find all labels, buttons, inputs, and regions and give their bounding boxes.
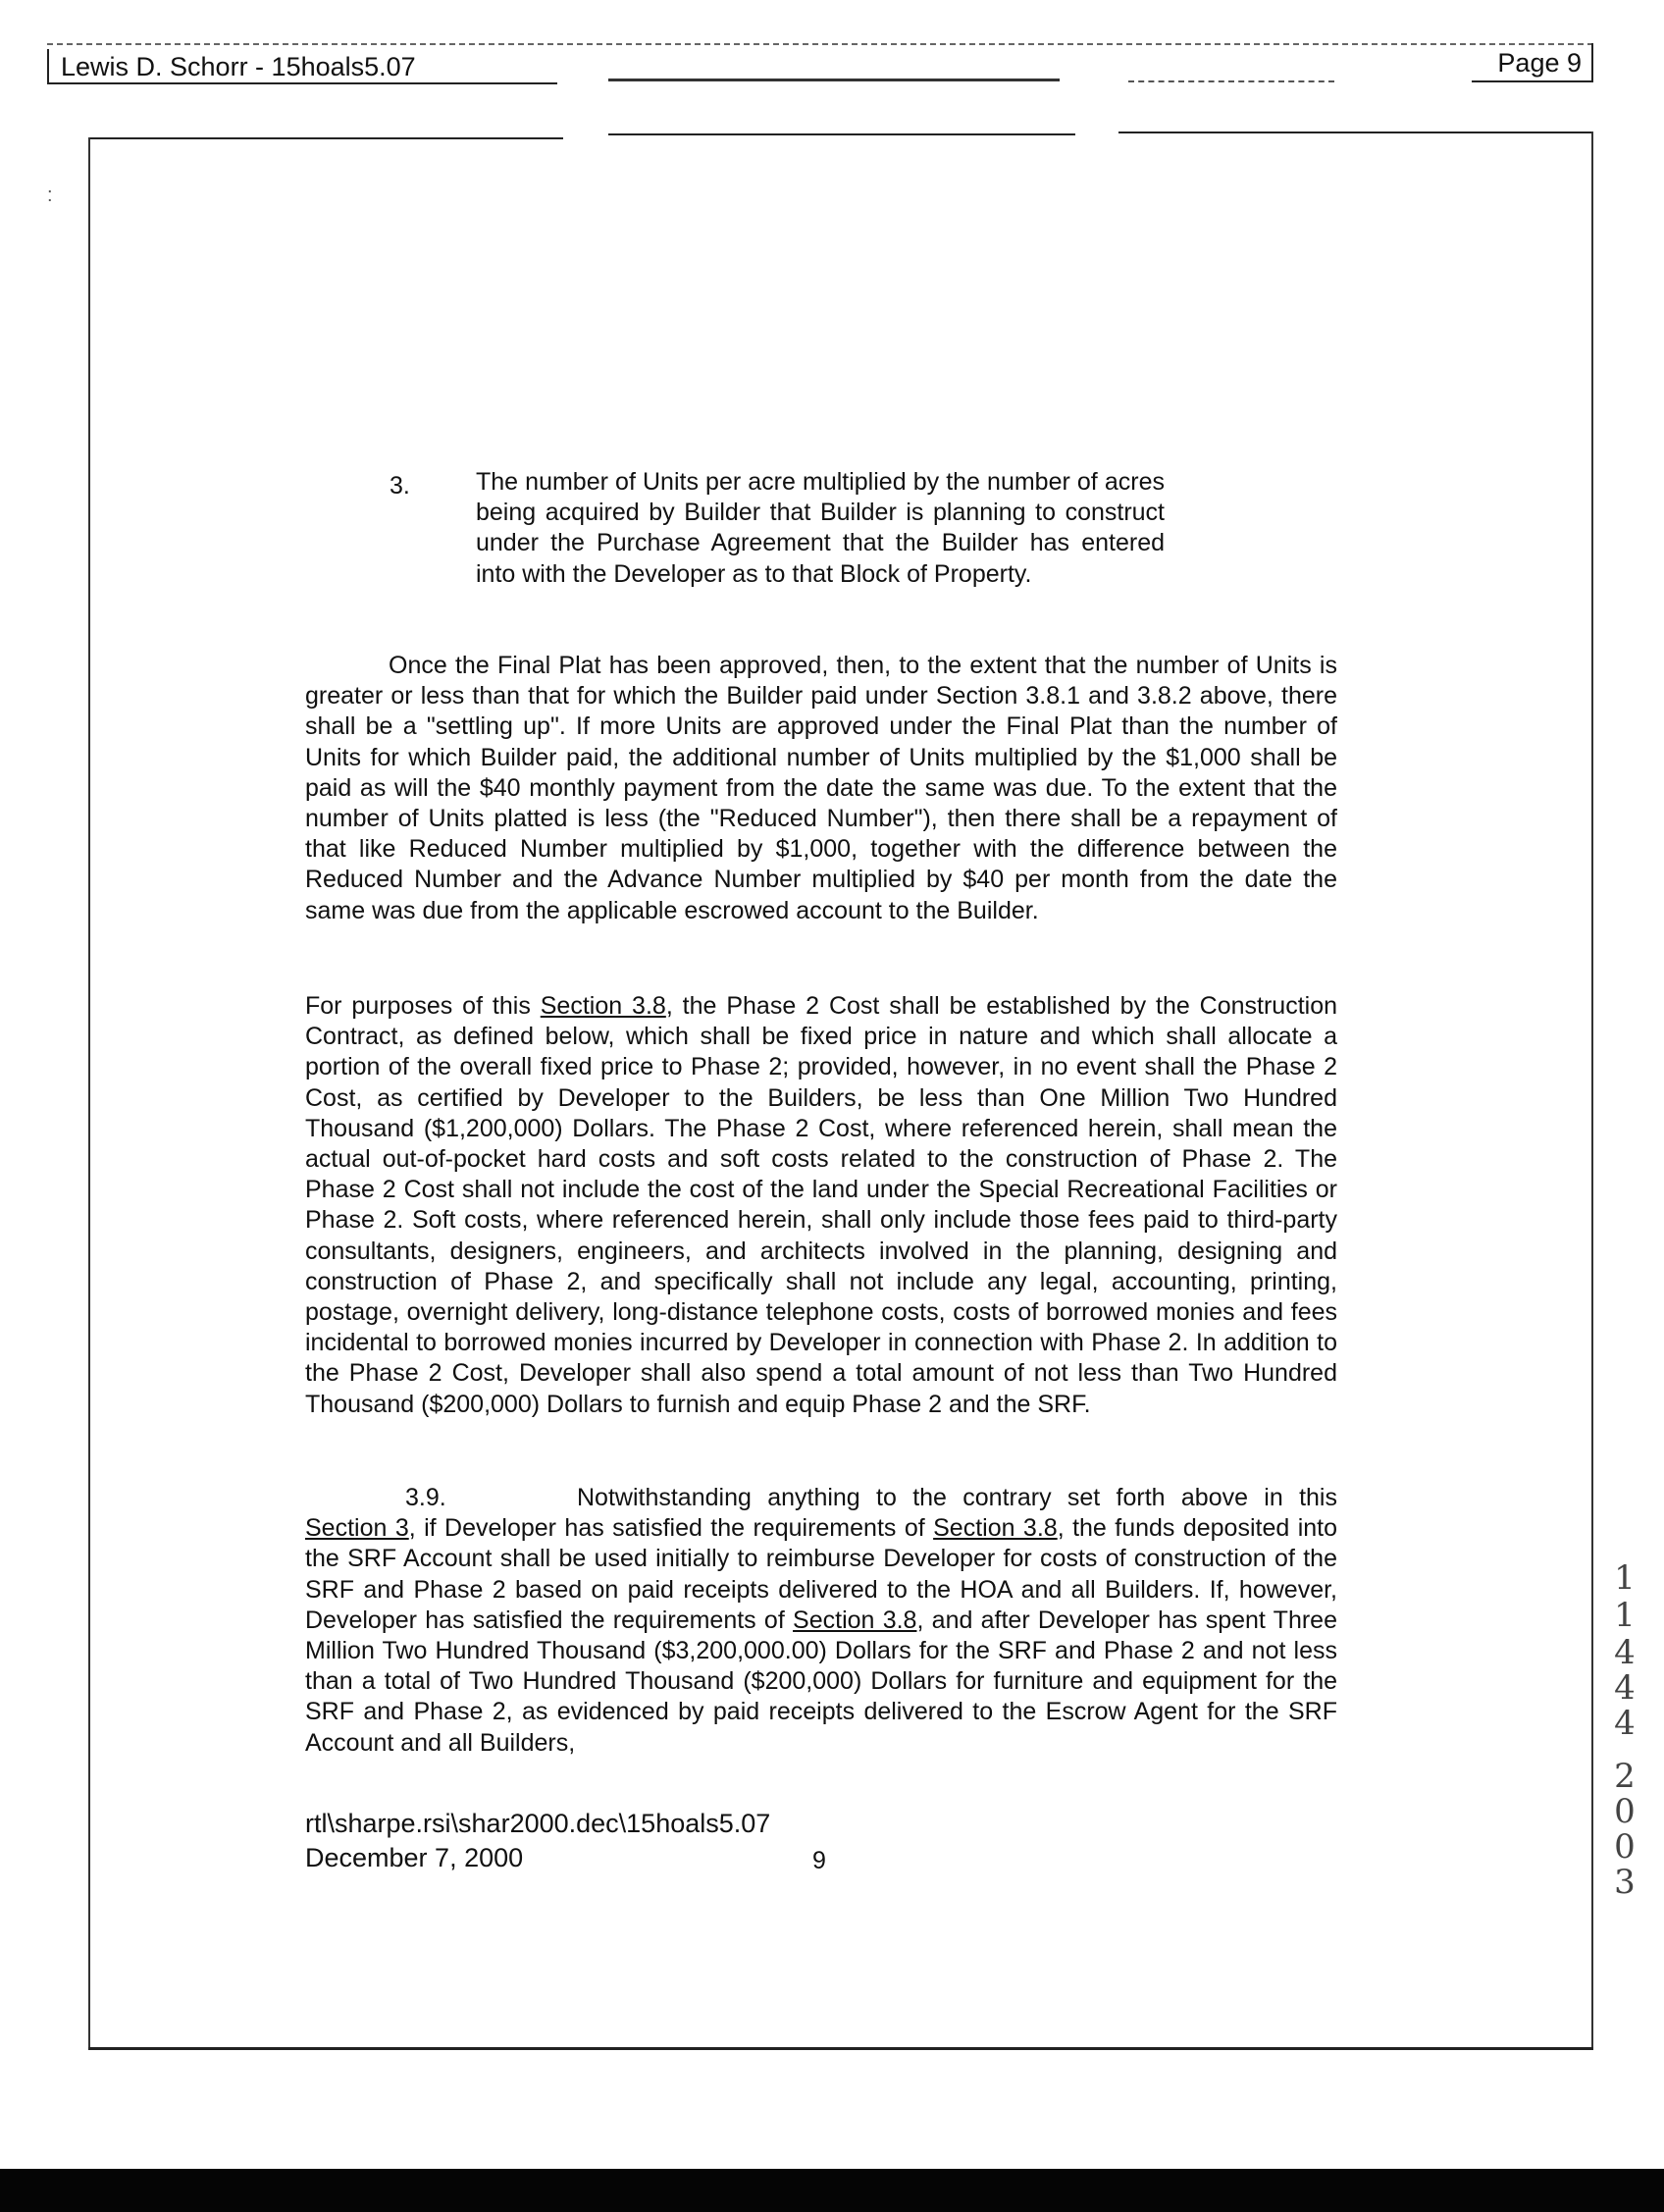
list-item-text: The number of Units per acre multiplied by the number of acres being acquired by Builder that Builder is planning to construct under the Purchase Agreement that the Builder has entered into with the Developer as to that Block of Property.: [476, 468, 1165, 588]
section-reference: Section 3.8: [933, 1514, 1058, 1543]
page-frame-top: [1118, 132, 1591, 133]
stamp-digit: 4: [1614, 1668, 1636, 1708]
header-rule: [608, 79, 1060, 81]
paragraph-phase2-cost: [305, 991, 1337, 1420]
header-rule: [47, 43, 1593, 45]
section-reference: Section 3: [305, 1514, 409, 1543]
stamp-digit: 4: [1614, 1633, 1636, 1672]
paragraph-settling-up: Once the Final Plat has been approved, then, to the extent that the number of Units is greater or less than that for which the Builder paid under Section 3.8.1 and 3.8.2 above, there shall be a "settling up". If more Units are approved under the Final Plat than the number of Units for which Builder paid, the additional number of Units multiplied by the $1,000 shall be paid as will the $40 monthly payment from the date the same was due. To the extent that the number of Units platted is less (the "Reduced Number"), then there shall be a repayment of that like Reduced Number multiplied by $1,000, together with the difference between the Reduced Number and the Advance Number multiplied by $40 per month from the date the same was due from the applicable escrowed account to the Builder.: [305, 652, 1337, 924]
stamp-digit: 0: [1614, 1827, 1636, 1867]
section-reference: Section 3.8: [793, 1606, 917, 1634]
footer-page-number: 9: [812, 1847, 826, 1874]
page-frame-right: [1591, 132, 1593, 2047]
paragraph-text: , if Developer has satisfied the requirements of: [408, 1514, 934, 1543]
section-reference: Section 3.8: [540, 992, 666, 1020]
stamp-digit: 4: [1614, 1704, 1636, 1743]
stamp-digit: 2: [1614, 1757, 1636, 1796]
scan-mark: :: [47, 184, 53, 206]
footer-file-path: rtl\sharpe.rsi\shar2000.dec\15hoals5.07: [305, 1809, 771, 1838]
paragraph-section-3-9: [305, 1483, 1337, 1759]
section-number: 3.9.: [405, 1484, 446, 1511]
footer-date: December 7, 2000: [305, 1843, 524, 1872]
header-left-label: Lewis D. Schorr - 15hoals5.07: [47, 49, 557, 84]
paragraph-text: , the Phase 2 Cost shall be established by the Construction Contract, as defined below, which shall be fixed price in nature and which shall allocate a portion of the overall fixed price to Phase 2; provided, however, in no event shall the Phase 2 Cost, as certified by Developer to the Builders, be less than One Million Two Hundred Thousand ($1,200,000) Dollars. The Phase 2 Cost, where referenced herein, shall mean the actual out-of-pocket hard costs and soft costs related to the construction of Phase 2. The Phase 2 Cost shall not include the cost of the land under the Special Recreational Facilities or Phase 2. Soft costs, where referenced herein, shall only include those fees paid to third-party consultants, designers, engineers, and architects involved in the planning, designing and construction of Phase 2, and specifically shall not include any legal, accounting, printing, postage, overnight delivery, long-distance telephone costs, costs of borrowed monies and fees incidental to borrowed monies incurred by Developer in connection with Phase 2. In addition to the Phase 2 Cost, Developer shall also spend a total amount of not less than Two Hundred Thousand ($200,000) Dollars to furnish and equip Phase 2 and the SRF.: [305, 992, 1338, 1418]
paragraph-text: For purposes of this: [305, 992, 541, 1020]
page-frame-top: [608, 133, 1075, 135]
paragraph-text: Notwithstanding anything to the contrary set forth above in this: [577, 1484, 1337, 1511]
page-frame-top: [88, 137, 563, 139]
list-item-number: 3.: [390, 472, 410, 500]
scan-border: [0, 2169, 1664, 2212]
stamp-digit: 1: [1614, 1558, 1636, 1598]
paragraph-text: , the funds deposited into the SRF Account shall be used initially to reimburse Developer for costs of construction of the SRF and Phase 2 based on paid receipts delivered to the HOA and all Builders. If, however, Developer has satisfied the requirements of: [305, 1514, 1337, 1634]
stamp-digit: 3: [1614, 1863, 1636, 1902]
header-rule: [1128, 80, 1334, 82]
page-frame-left: [88, 137, 90, 2047]
header-page-label: Page 9: [1472, 43, 1593, 82]
stamp-digit: 1: [1614, 1596, 1636, 1635]
paragraph-text: , and after Developer has spent Three Million Two Hundred Thousand ($3,200,000.00) Dollars for the SRF and Phase 2 and not less than a total of Two Hundred Thousand ($200,000) Dollars for furniture and equipment for the SRF and Phase 2, as evidenced by paid receipts delivered to the Escrow Agent for the SRF Account and all Builders,: [305, 1606, 1337, 1757]
stamp-digit: 0: [1614, 1792, 1636, 1831]
page-frame-bottom: [88, 2047, 1593, 2050]
